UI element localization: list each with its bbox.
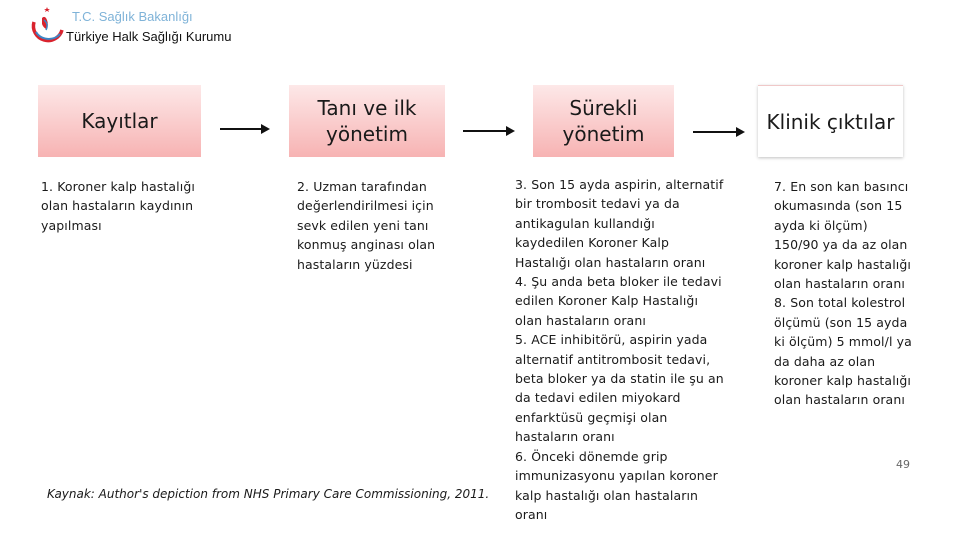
ministry-logo-icon: [26, 2, 70, 44]
indicator-item: 4. Şu anda beta bloker ile tedavi edilen Koroner Kalp Hastalığı olan hastaların oranı: [515, 274, 722, 328]
arrow-right-icon: [693, 126, 745, 138]
arrow-right-icon: [463, 125, 515, 137]
org-title: T.C. Sağlık Bakanlığı: [72, 9, 193, 24]
indicator-item: 1. Koroner kalp hastalığı olan hastaların kaydının yapılması: [41, 179, 195, 233]
page-number: 49: [896, 458, 910, 471]
records-indicators: [41, 177, 211, 235]
stage-box-ongoing: [533, 85, 674, 157]
stage-label: Tanı ve ilk yönetim: [317, 96, 417, 146]
diagnosis-indicators: [297, 177, 447, 274]
stage-box-outcomes: [758, 85, 903, 157]
indicator-item: 8. Son total kolestrol ölçümü (son 15 ayda ki ölçüm) 5 mmol/l ya da daha az olan koroner kalp hastalığı olan hastaların oranı: [774, 295, 912, 408]
stage-label: Klinik çıktılar: [766, 109, 895, 134]
ongoing-indicators: [515, 175, 727, 524]
stage-box-records: [38, 85, 201, 157]
indicator-item: 2. Uzman tarafından değerlendirilmesi için sevk edilen yeni tanı konmuş anginası olan hastaların yüzdesi: [297, 179, 436, 272]
stage-box-diagnosis: [289, 85, 445, 157]
arrow-right-icon: [220, 123, 270, 135]
outcome-indicators: [774, 177, 916, 410]
stage-label: Kayıtlar: [81, 109, 158, 133]
indicator-item: 7. En son kan basıncı okumasında (son 15 ayda ki ölçüm) 150/90 ya da az olan koroner kalp hastalığı olan hastaların oranı: [774, 179, 911, 292]
indicator-item: 3. Son 15 ayda aspirin, alternatif bir trombosit tedavi ya da antikagulan kullandığı kaydedilen Koroner Kalp Hastalığı olan hastaların oranı: [515, 177, 724, 270]
source-note: Kaynak: Author's depiction from NHS Primary Care Commissioning, 2011.: [47, 487, 490, 501]
org-subtitle: Türkiye Halk Sağlığı Kurumu: [66, 29, 232, 44]
stage-label: Sürekli yönetim: [562, 96, 645, 146]
indicator-item: 5. ACE inhibitörü, aspirin yada alternatif antitrombosit tedavi, beta bloker ya da statin ile şu an da tedavi edilen miyokard enfarktüsü geçmişi olan hastaların oranı: [515, 332, 724, 445]
indicator-item: 6. Önceki dönemde grip immunizasyonu yapılan koroner kalp hastalığı olan hastaların oranı: [515, 448, 718, 522]
